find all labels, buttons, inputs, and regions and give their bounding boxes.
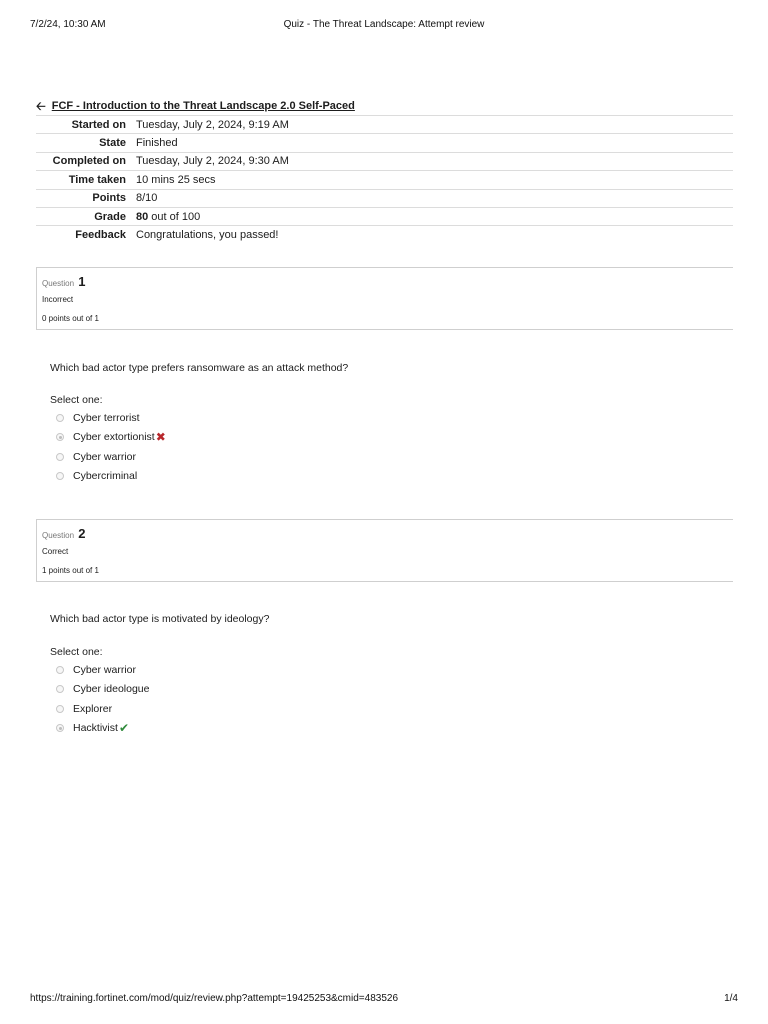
answer-label: Explorer	[73, 702, 113, 715]
summary-value: 10 mins 25 secs	[136, 173, 216, 186]
select-one-label: Select one:	[50, 394, 103, 406]
radio-button[interactable]	[56, 685, 64, 693]
arrow-left-icon: 🡠	[36, 99, 46, 113]
print-datetime: 7/2/24, 10:30 AM	[30, 19, 106, 30]
summary-row-feedback	[36, 225, 733, 243]
grade-score: 80	[136, 210, 149, 223]
attempt-summary-table	[36, 115, 733, 244]
answer-options-1	[56, 408, 166, 486]
question-text-2: Which bad actor type is motivated by ideology?	[50, 613, 270, 625]
answer-label: Hacktivist	[73, 722, 118, 735]
answer-option[interactable]	[56, 719, 149, 739]
summary-label: Completed on	[52, 155, 126, 168]
grade-out-of: out of 100	[148, 210, 201, 223]
summary-label: Time taken	[68, 173, 126, 186]
answer-label: Cyber terrorist	[73, 411, 140, 424]
answer-option[interactable]	[56, 428, 166, 448]
summary-label: Feedback	[75, 229, 126, 242]
radio-button-selected[interactable]	[56, 433, 64, 441]
summary-row-state	[36, 133, 733, 151]
question-grade: 0 points out of 1	[42, 314, 99, 323]
summary-label: State	[99, 137, 126, 150]
radio-button[interactable]	[56, 472, 64, 480]
cross-icon: ✖	[155, 430, 166, 445]
select-one-label: Select one:	[50, 646, 103, 658]
print-footer	[30, 993, 738, 1007]
summary-value	[136, 211, 200, 223]
summary-value: Tuesday, July 2, 2024, 9:30 AM	[136, 155, 289, 168]
answer-label: Cyber warrior	[73, 663, 137, 676]
question-number	[42, 526, 86, 541]
radio-button[interactable]	[56, 414, 64, 422]
checkmark-icon: ✔	[118, 721, 129, 736]
summary-row-grade	[36, 207, 733, 225]
radio-button[interactable]	[56, 705, 64, 713]
summary-row-started	[36, 115, 733, 133]
question-prefix: Question	[42, 531, 75, 540]
question-info-1	[36, 267, 733, 330]
summary-value: Tuesday, July 2, 2024, 9:19 AM	[136, 118, 289, 131]
question-prefix: Question	[42, 279, 75, 288]
answer-options-2	[56, 660, 149, 738]
summary-label: Points	[92, 192, 126, 205]
answer-label: Cyber warrior	[73, 450, 137, 463]
answer-label: Cyber ideologue	[73, 683, 150, 696]
answer-option[interactable]	[56, 408, 166, 428]
question-state: Incorrect	[42, 295, 74, 304]
print-title: Quiz - The Threat Landscape: Attempt review	[283, 19, 485, 30]
summary-label: Grade	[94, 210, 126, 223]
answer-label: Cyber extortionist	[73, 431, 155, 444]
question-number-value: 1	[78, 274, 86, 289]
summary-row-time-taken	[36, 170, 733, 188]
question-info-2	[36, 519, 733, 582]
question-text-1: Which bad actor type prefers ransomware as an attack method?	[50, 362, 349, 374]
radio-button[interactable]	[56, 666, 64, 674]
page-url: https://training.fortinet.com/mod/quiz/review.php?attempt=19425253&cmid=483526	[30, 993, 399, 1004]
radio-button-selected[interactable]	[56, 724, 64, 732]
answer-option[interactable]	[56, 680, 149, 700]
summary-value: Congratulations, you passed!	[136, 229, 279, 242]
print-header	[30, 19, 738, 33]
summary-row-points	[36, 189, 733, 207]
summary-value: Finished	[136, 137, 178, 150]
answer-option[interactable]	[56, 467, 166, 487]
question-state: Correct	[42, 547, 69, 556]
question-number	[42, 274, 86, 289]
page-number: 1/4	[724, 993, 738, 1004]
course-link-label[interactable]: FCF - Introduction to the Threat Landscape 2.0 Self-Paced	[51, 100, 355, 112]
summary-row-completed	[36, 152, 733, 170]
answer-label: Cybercriminal	[73, 470, 138, 483]
question-number-value: 2	[78, 526, 86, 541]
summary-label: Started on	[71, 118, 126, 131]
answer-option[interactable]	[56, 447, 166, 467]
question-grade: 1 points out of 1	[42, 566, 99, 575]
course-back-link[interactable]	[36, 100, 355, 112]
answer-option[interactable]	[56, 699, 149, 719]
summary-value: 8/10	[136, 192, 158, 205]
answer-option[interactable]	[56, 660, 149, 680]
radio-button[interactable]	[56, 453, 64, 461]
